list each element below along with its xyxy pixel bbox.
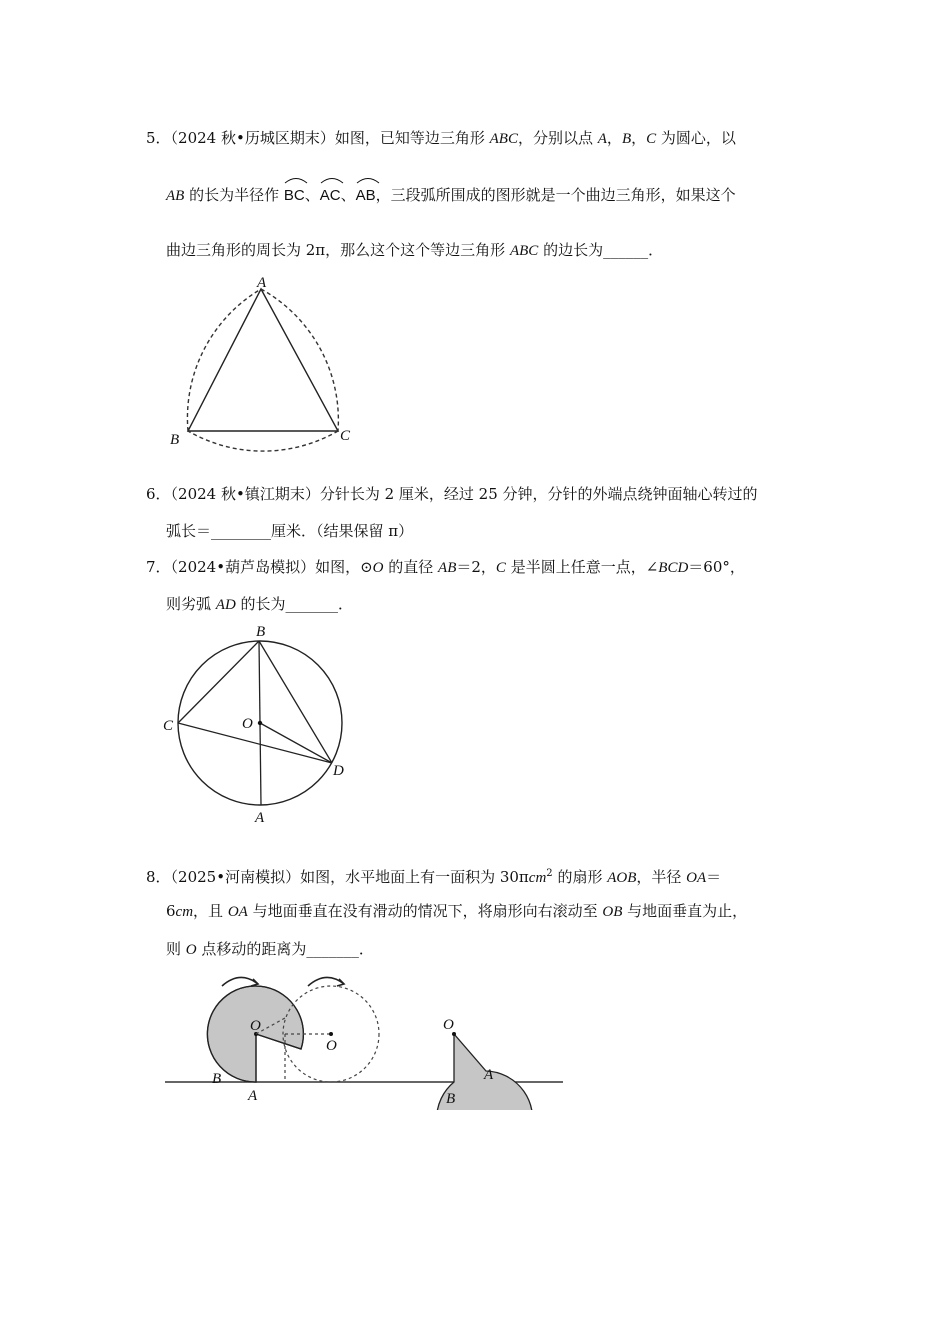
label-b-1: B bbox=[212, 1071, 222, 1087]
q7-line-2 bbox=[166, 594, 353, 615]
arc-mark bbox=[356, 176, 380, 184]
q6-number: 6． bbox=[146, 485, 171, 503]
q5-text: 的长为半径作 bbox=[184, 186, 280, 204]
arc-ab-symbol bbox=[356, 182, 376, 206]
label-a-1: A bbox=[248, 1088, 258, 1104]
label-a-3: A bbox=[484, 1067, 494, 1083]
label-o-1: O bbox=[250, 1018, 261, 1034]
q5-line-3 bbox=[166, 240, 663, 261]
q7-text: 则劣弧 bbox=[166, 595, 216, 613]
q7-text: 如图，⊙ bbox=[315, 558, 373, 576]
label-c: C bbox=[340, 428, 351, 444]
q7-figure-circle bbox=[158, 618, 358, 828]
q7-var: BCD bbox=[658, 560, 689, 576]
q7-source: （2024•葫芦岛模拟） bbox=[170, 558, 316, 576]
q8-var: OB bbox=[602, 904, 623, 920]
q7-var: O bbox=[372, 560, 384, 576]
q6-text: （2024 秋•镇江期末）分针长为 2 厘米，经过 25 分钟，分针的外端点绕钟面轴心转过的 bbox=[170, 485, 758, 503]
q7-var: AB bbox=[438, 560, 457, 576]
q8-figure-rolling-sector bbox=[160, 966, 570, 1110]
q8-text: ，半径 bbox=[636, 868, 687, 886]
chord-cd bbox=[178, 723, 332, 763]
arc-bc bbox=[188, 431, 338, 451]
q8-var: cm bbox=[528, 870, 547, 886]
arc-label: AC bbox=[319, 187, 341, 204]
q8-text: 的扇形 bbox=[552, 868, 608, 886]
q8-source: （2025•河南模拟） bbox=[170, 868, 301, 886]
q5-line-1 bbox=[146, 128, 736, 149]
arc-mark bbox=[320, 176, 344, 184]
q5-line-2 bbox=[166, 182, 736, 206]
q5-figure-reuleaux-triangle bbox=[160, 272, 360, 458]
q5-text: ，分别以点 bbox=[517, 129, 598, 147]
label-o-3: O bbox=[443, 1017, 454, 1033]
q5-var: ABC bbox=[489, 131, 518, 147]
label-o: O bbox=[242, 716, 253, 732]
q7-number: 7． bbox=[146, 558, 171, 576]
q8-text: 6 bbox=[166, 902, 176, 920]
q7-var: AD bbox=[215, 597, 236, 613]
q8-superscript: 2 bbox=[546, 868, 553, 879]
arc-label: AB bbox=[355, 187, 376, 204]
equilateral-triangle bbox=[188, 289, 338, 431]
q5-text: ， bbox=[631, 129, 647, 147]
q5-text: 、 bbox=[340, 186, 356, 204]
q5-text: 、 bbox=[304, 186, 320, 204]
q5-var: ABC bbox=[509, 243, 539, 259]
q5-text: 的边长为______． bbox=[538, 241, 664, 259]
q7-text: 的长为_______． bbox=[235, 595, 354, 613]
center-point bbox=[258, 721, 262, 725]
center-o-moved bbox=[329, 1032, 333, 1036]
q7-text: ＝60°， bbox=[688, 558, 745, 576]
q5-text: ，三段弧所围成的图形就是一个曲边三角形，如果这个 bbox=[375, 186, 736, 204]
q6-line-1 bbox=[146, 484, 758, 504]
q5-number: 5． bbox=[146, 129, 171, 147]
q8-text: 如图，水平地面上有一面积为 30π bbox=[300, 868, 529, 886]
q8-line-1 bbox=[146, 864, 721, 888]
q8-line-2 bbox=[166, 901, 747, 922]
q8-text: 则 bbox=[166, 940, 186, 958]
q5-var: AB bbox=[166, 188, 185, 204]
q5-source: （2024 秋•历城区期末） bbox=[170, 129, 335, 147]
q5-var: B bbox=[621, 131, 632, 147]
label-b: B bbox=[170, 432, 180, 448]
q8-var: O bbox=[185, 942, 197, 958]
q5-var: C bbox=[646, 131, 657, 147]
q5-text: 曲边三角形的周长为 2π，那么这个这个等边三角形 bbox=[166, 241, 510, 259]
q8-text: 与地面垂直为止， bbox=[622, 902, 748, 920]
q8-text: 点移动的距离为_______． bbox=[196, 940, 374, 958]
q8-number: 8． bbox=[146, 868, 171, 886]
q8-text: ，且 bbox=[193, 902, 228, 920]
q7-text: 是半圆上任意一点，∠ bbox=[505, 558, 659, 576]
label-b-3: B bbox=[446, 1091, 456, 1107]
chord-bd bbox=[259, 641, 332, 763]
label-c: C bbox=[163, 718, 174, 734]
q7-text: ＝2， bbox=[456, 558, 496, 576]
q7-text: 的直径 bbox=[383, 558, 439, 576]
q5-text: 为圆心，以 bbox=[656, 129, 736, 147]
arc-ac-symbol bbox=[320, 182, 341, 206]
q5-var: A bbox=[597, 131, 607, 147]
arc-label: BC bbox=[283, 187, 305, 204]
q8-line-3 bbox=[166, 939, 374, 960]
chord-bc bbox=[178, 641, 259, 723]
q8-var: OA bbox=[227, 904, 248, 920]
q5-text: ， bbox=[606, 129, 622, 147]
label-a: A bbox=[255, 810, 265, 826]
q6-text: 弧长＝________厘米．（结果保留 π） bbox=[166, 522, 414, 540]
label-a: A bbox=[257, 275, 267, 291]
q6-line-2 bbox=[166, 521, 413, 541]
q5-text: 如图，已知等边三角形 bbox=[334, 129, 490, 147]
label-b: B bbox=[256, 624, 266, 640]
radius-od bbox=[260, 723, 332, 763]
q7-var: C bbox=[495, 560, 506, 576]
q7-line-1 bbox=[146, 557, 745, 578]
arc-mark bbox=[284, 176, 308, 184]
q8-var: OA bbox=[686, 870, 707, 886]
q8-text: 与地面垂直在没有滑动的情况下，将扇形向右滚动至 bbox=[247, 902, 603, 920]
q8-var: cm bbox=[175, 904, 194, 920]
arc-bc-symbol bbox=[284, 182, 305, 206]
label-d: D bbox=[333, 763, 344, 779]
q8-text: ＝ bbox=[706, 868, 722, 886]
label-o-2: O bbox=[326, 1038, 337, 1054]
q8-var: AOB bbox=[607, 870, 637, 886]
